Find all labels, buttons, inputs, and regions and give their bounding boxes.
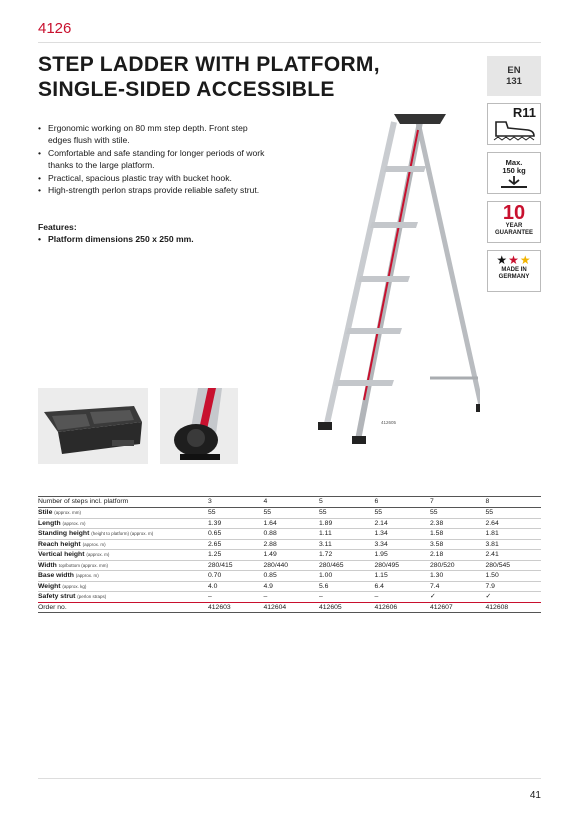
title-line-2: SINGLE-SIDED ACCESSIBLE [38,78,335,101]
stars-icon: ★★★ [496,253,532,267]
row-label: Standing height (height to platform) (approx. m) [38,529,208,540]
table-cell: 0.70 [208,571,264,582]
table-row [38,508,541,519]
spec-table [38,496,541,613]
badge-column [487,56,541,299]
table-cell: 280/440 [264,560,320,571]
table-cell: 2.14 [375,518,431,529]
header-cell: 6 [375,497,431,508]
table-cell: 412603 [208,602,264,613]
benefit-item: • Comfortable and safe standing for longer periods of work thanks to the large platform. [38,147,268,172]
foot [352,436,366,444]
page-title [38,52,458,102]
table-cell: 2.18 [430,550,486,561]
table-cell: 412608 [486,602,542,613]
table-cell: 0.88 [264,529,320,540]
row-label: Safety strut (perlon straps) [38,592,208,603]
rear-stile [418,122,480,410]
table-cell: 1.89 [319,518,375,529]
table-cell: ✓ [430,592,486,603]
table-cell: 55 [375,508,431,519]
table-cell: 1.58 [430,529,486,540]
en-131-badge: EN 131 [487,56,541,96]
table-cell: 3.34 [375,539,431,550]
features-heading: Features: [38,222,77,232]
table-cell: 4.9 [264,581,320,592]
guarantee-badge: 10 YEAR GUARANTEE [487,201,541,243]
page-number: 41 [529,790,541,801]
table-cell: 1.11 [319,529,375,540]
table-row [38,529,541,540]
row-label: Stile (approx. mm) [38,508,208,519]
table-cell: 1.49 [264,550,320,561]
table-cell: 1.30 [430,571,486,582]
ladder-image [290,110,480,450]
table-cell: – [375,592,431,603]
table-cell: 412604 [264,602,320,613]
step [370,222,418,228]
header-label: Number of steps incl. platform [38,497,208,508]
r11-badge: R11 [487,103,541,145]
table-cell: 7.9 [486,581,542,592]
step [358,276,410,282]
table-cell: 280/415 [208,560,264,571]
benefit-item: • High-strength perlon straps provide reliable safety strut. [38,184,268,196]
header-cell: 4 [264,497,320,508]
table-cell: 1.95 [375,550,431,561]
benefit-list [38,122,268,196]
table-cell: 1.34 [375,529,431,540]
row-label: Order no. [38,602,208,613]
table-cell: 6.4 [375,581,431,592]
row-label: Reach height (approx. m) [38,539,208,550]
table-cell: 280/495 [375,560,431,571]
feature-item: • Platform dimensions 250 x 250 mm. [38,234,194,244]
order-number-row [38,602,541,613]
header-cell: 5 [319,497,375,508]
table-cell: 55 [208,508,264,519]
table-cell: 0.85 [264,571,320,582]
row-label: Width top/bottom (approx. mm) [38,560,208,571]
benefit-item: • Practical, spacious plastic tray with bucket hook. [38,172,268,184]
table-cell: 1.25 [208,550,264,561]
table-row [38,560,541,571]
table-cell: – [264,592,320,603]
max-load-badge: Max. 150 kg [487,152,541,194]
table-cell: 1.72 [319,550,375,561]
table-cell: 1.15 [375,571,431,582]
table-cell: 4.0 [208,581,264,592]
foot [476,404,480,412]
foot [318,422,332,430]
table-cell: 1.50 [486,571,542,582]
table-row [38,539,541,550]
table-cell: 0.65 [208,529,264,540]
foot-detail-image [160,388,238,464]
header-cell: 8 [486,497,542,508]
table-cell: 55 [430,508,486,519]
table-cell: 1.00 [319,571,375,582]
row-label: Base width (approx. m) [38,571,208,582]
table-cell: 5.6 [319,581,375,592]
table-cell: 280/520 [430,560,486,571]
table-cell: 1.39 [208,518,264,529]
table-row [38,581,541,592]
tray-detail-image [38,388,148,464]
top-divider [38,42,541,43]
table-cell: 1.81 [486,529,542,540]
product-code: 4126 [38,20,72,37]
step [334,380,394,386]
made-in-germany-badge: ★★★ MADE IN GERMANY [487,250,541,292]
table-cell: – [208,592,264,603]
table-header-row [38,497,541,508]
table-cell: 412605 [319,602,375,613]
table-cell: 412607 [430,602,486,613]
header-cell: 3 [208,497,264,508]
step [346,328,402,334]
benefit-item: • Ergonomic working on 80 mm step depth. Front step edges flush with stile. [38,122,268,147]
tray-top [394,114,446,124]
row-label: Vertical height (approx. m) [38,550,208,561]
table-row [38,518,541,529]
table-cell: 3.11 [319,539,375,550]
table-cell: 55 [486,508,542,519]
image-article-number: 412605 [381,420,397,425]
title-line-1: STEP LADDER WITH PLATFORM, [38,53,380,76]
header-cell: 7 [430,497,486,508]
table-row [38,592,541,603]
table-cell: 2.65 [208,539,264,550]
table-cell: 2.41 [486,550,542,561]
row-label: Length (approx. m) [38,518,208,529]
bottom-divider [38,778,541,779]
table-cell: 1.64 [264,518,320,529]
table-cell: 412606 [375,602,431,613]
features-list [38,234,194,244]
table-cell: 280/465 [319,560,375,571]
table-cell: 280/545 [486,560,542,571]
weight-icon [497,175,531,189]
step [384,166,426,172]
table-cell: 3.81 [486,539,542,550]
shoe-icon [492,118,538,142]
table-row [38,550,541,561]
table-cell: 2.88 [264,539,320,550]
table-cell: 7.4 [430,581,486,592]
table-cell: 55 [264,508,320,519]
row-label: Weight (approx. kg) [38,581,208,592]
table-cell: – [319,592,375,603]
table-cell: 3.58 [430,539,486,550]
table-cell: 55 [319,508,375,519]
table-row [38,571,541,582]
table-cell: ✓ [486,592,542,603]
table-cell: 2.64 [486,518,542,529]
table-cell: 2.38 [430,518,486,529]
